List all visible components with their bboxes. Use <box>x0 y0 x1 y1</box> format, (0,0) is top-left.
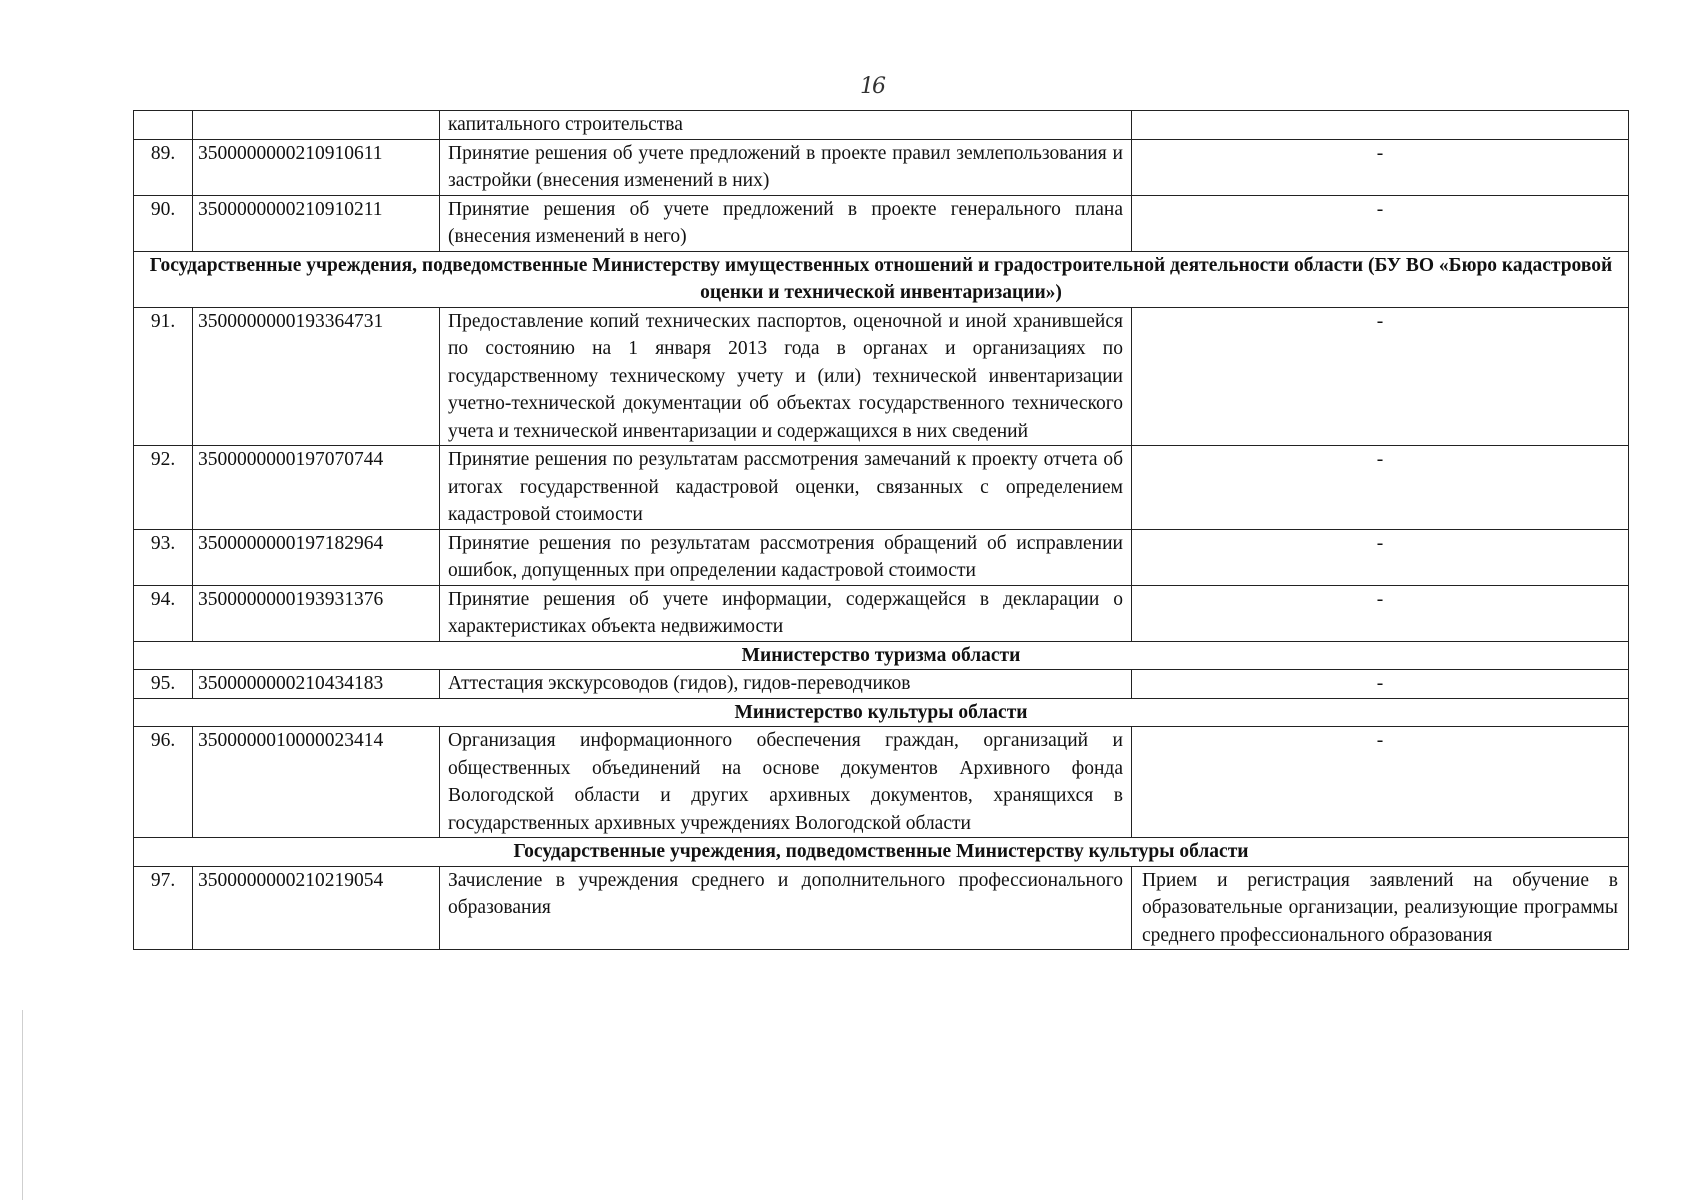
table-row-continuation <box>134 111 1629 140</box>
service-name: капитального строительства <box>440 111 1132 140</box>
service-note: - <box>1132 727 1629 838</box>
row-number: 97. <box>134 866 193 950</box>
service-name: Принятие решения об учете информации, содержащейся в декларации о характеристиках объекта недвижимости <box>440 585 1132 641</box>
row-number <box>134 111 193 140</box>
table-row <box>134 585 1629 641</box>
service-note: - <box>1132 195 1629 251</box>
service-name: Организация информационного обеспечения граждан, организаций и общественных объединений на основе документов Архивного фонда Вологодской области и других архивных документов, хранящихся в государственных архивных учреждениях Вологодской области <box>440 727 1132 838</box>
service-code: 3500000000193364731 <box>193 307 440 446</box>
scan-edge-line <box>22 1010 23 1200</box>
service-code: 3500000000197070744 <box>193 446 440 530</box>
section-title: Государственные учреждения, подведомственные Министерству имущественных отношений и градостроительной деятельности области (БУ ВО «Бюро кадастровой оценки и технической инвентаризации») <box>134 251 1629 307</box>
service-note: - <box>1132 446 1629 530</box>
table-row <box>134 529 1629 585</box>
service-name: Предоставление копий технических паспортов, оценочной и иной хранившейся по состоянию на 1 января 2013 года в органах и организациях по государственному техническому учету и (или) технической инвентаризации учетно-технической документации об объектах государственного технического учета и технической инвентаризации и содержащихся в них сведений <box>440 307 1132 446</box>
service-code: 3500000010000023414 <box>193 727 440 838</box>
section-header-row <box>134 698 1629 727</box>
table-row <box>134 446 1629 530</box>
row-number: 92. <box>134 446 193 530</box>
service-note <box>1132 111 1629 140</box>
service-note: - <box>1132 529 1629 585</box>
table-row <box>134 670 1629 699</box>
service-note: - <box>1132 307 1629 446</box>
page-number: 16 <box>860 74 884 99</box>
row-number: 89. <box>134 139 193 195</box>
service-code: 3500000000197182964 <box>193 529 440 585</box>
section-header-row <box>134 641 1629 670</box>
section-header-row <box>134 838 1629 867</box>
service-note: Прием и регистрация заявлений на обучение в образовательные организации, реализующие программы среднего профессионального образования <box>1132 866 1629 950</box>
service-name: Зачисление в учреждения среднего и дополнительного профессионального образования <box>440 866 1132 950</box>
service-note: - <box>1132 139 1629 195</box>
service-name: Аттестация экскурсоводов (гидов), гидов-переводчиков <box>440 670 1132 699</box>
row-number: 90. <box>134 195 193 251</box>
service-note: - <box>1132 670 1629 699</box>
row-number: 93. <box>134 529 193 585</box>
service-code <box>193 111 440 140</box>
table-row <box>134 195 1629 251</box>
service-name: Принятие решения об учете предложений в проекте правил землепользования и застройки (внесения изменений в них) <box>440 139 1132 195</box>
services-table <box>133 110 1629 950</box>
section-header-row <box>134 251 1629 307</box>
section-title: Министерство туризма области <box>134 641 1629 670</box>
table-row <box>134 307 1629 446</box>
service-code: 3500000000210910211 <box>193 195 440 251</box>
row-number: 94. <box>134 585 193 641</box>
row-number: 96. <box>134 727 193 838</box>
table-row <box>134 866 1629 950</box>
service-code: 3500000000193931376 <box>193 585 440 641</box>
service-name: Принятие решения по результатам рассмотрения обращений об исправлении ошибок, допущенных при определении кадастровой стоимости <box>440 529 1132 585</box>
service-code: 3500000000210910611 <box>193 139 440 195</box>
service-code: 3500000000210219054 <box>193 866 440 950</box>
service-note: - <box>1132 585 1629 641</box>
section-title: Государственные учреждения, подведомственные Министерству культуры области <box>134 838 1629 867</box>
row-number: 95. <box>134 670 193 699</box>
service-name: Принятие решения об учете предложений в проекте генерального плана (внесения изменений в него) <box>440 195 1132 251</box>
row-number: 91. <box>134 307 193 446</box>
table-row <box>134 727 1629 838</box>
table-row <box>134 139 1629 195</box>
service-code: 3500000000210434183 <box>193 670 440 699</box>
section-title: Министерство культуры области <box>134 698 1629 727</box>
service-name: Принятие решения по результатам рассмотрения замечаний к проекту отчета об итогах государственной кадастровой оценки, связанных с определением кадастровой стоимости <box>440 446 1132 530</box>
